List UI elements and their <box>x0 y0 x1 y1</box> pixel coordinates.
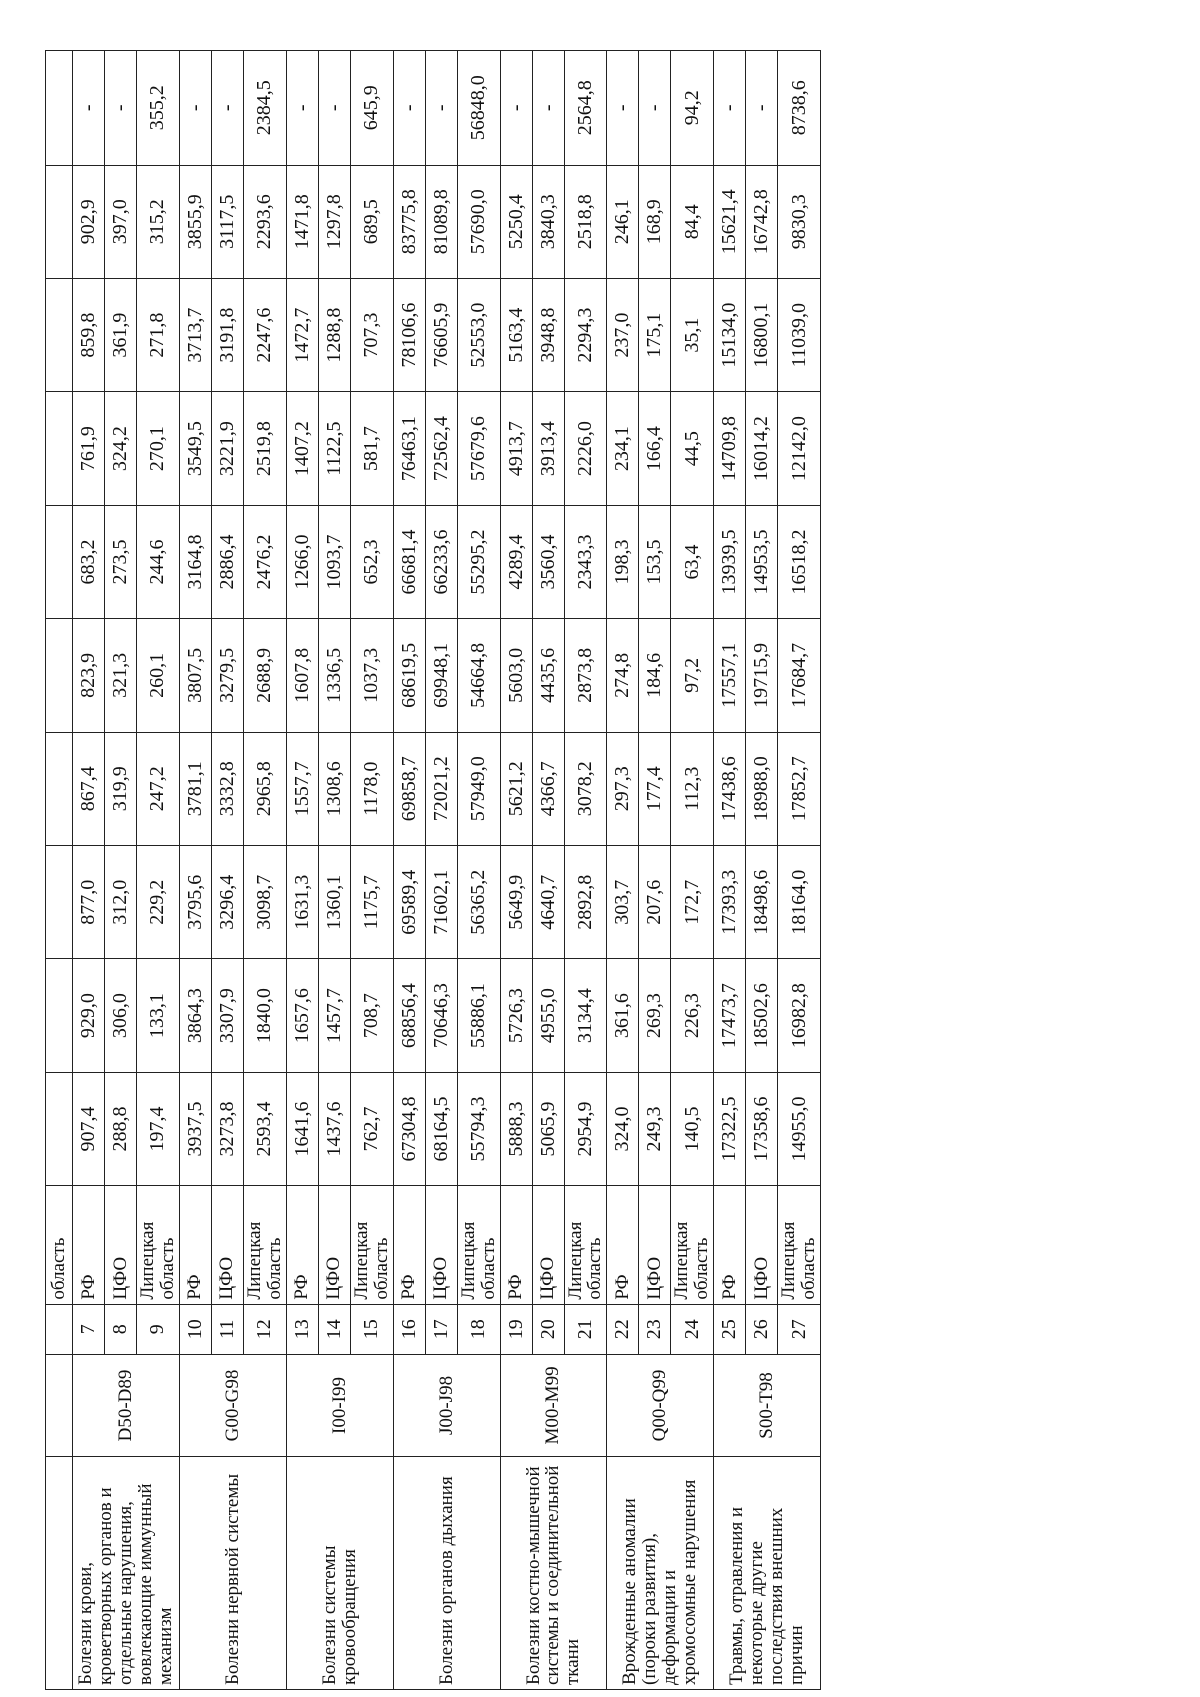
line-number: 26 <box>746 1304 778 1354</box>
value-cell: 3296,4 <box>211 845 243 958</box>
value-cell: 246,1 <box>607 165 639 278</box>
value-cell: 2688,9 <box>243 619 286 732</box>
value-cell: 867,4 <box>73 732 105 845</box>
value-cell: 56848,0 <box>457 51 500 166</box>
value-cell: 17393,3 <box>714 845 746 958</box>
line-number: 24 <box>671 1304 714 1354</box>
value-cell: 260,1 <box>137 619 180 732</box>
value-cell: 1297,8 <box>318 165 350 278</box>
value-cell: 57679,6 <box>457 392 500 505</box>
value-cell: 72562,4 <box>425 392 457 505</box>
line-number: 16 <box>393 1304 425 1354</box>
value-cell: 2892,8 <box>564 845 607 958</box>
rotated-table-page <box>45 50 1165 1690</box>
value-cell: - <box>73 51 105 166</box>
value-cell: 2293,6 <box>243 165 286 278</box>
value-cell: 312,0 <box>105 845 137 958</box>
region-name: Липецкая область <box>457 1186 500 1304</box>
value-cell: 271,8 <box>137 278 180 391</box>
header-cell-empty <box>46 165 73 278</box>
region-name: ЦФО <box>639 1186 671 1304</box>
value-cell: 269,3 <box>639 959 671 1072</box>
value-cell: 683,2 <box>73 505 105 618</box>
value-cell: - <box>286 51 318 166</box>
value-cell: 3117,5 <box>211 165 243 278</box>
value-cell: 2965,8 <box>243 732 286 845</box>
value-cell: 69858,7 <box>393 732 425 845</box>
value-cell: 198,3 <box>607 505 639 618</box>
table-row <box>393 51 425 1690</box>
value-cell: 652,3 <box>350 505 393 618</box>
value-cell: 707,3 <box>350 278 393 391</box>
value-cell: 324,0 <box>607 1072 639 1185</box>
value-cell: 4913,7 <box>500 392 532 505</box>
value-cell: 5603,0 <box>500 619 532 732</box>
region-name: РФ <box>500 1186 532 1304</box>
value-cell: - <box>393 51 425 166</box>
value-cell: 16800,1 <box>746 278 778 391</box>
value-cell: 5888,3 <box>500 1072 532 1185</box>
value-cell: 35,1 <box>671 278 714 391</box>
value-cell: 44,5 <box>671 392 714 505</box>
header-cell-empty <box>46 392 73 505</box>
header-cell-empty <box>46 51 73 166</box>
value-cell: 2954,9 <box>564 1072 607 1185</box>
value-cell: 81089,8 <box>425 165 457 278</box>
value-cell: 2476,2 <box>243 505 286 618</box>
value-cell: 3078,2 <box>564 732 607 845</box>
value-cell: 2247,6 <box>243 278 286 391</box>
disease-group-name: Травмы, отравления и некоторые другие последствия внешних причин <box>714 1457 821 1690</box>
icd-code: J00-J98 <box>393 1354 500 1456</box>
header-cell-empty <box>46 1354 73 1456</box>
value-cell: 3795,6 <box>179 845 211 958</box>
value-cell: 324,2 <box>105 392 137 505</box>
value-cell: 83775,8 <box>393 165 425 278</box>
value-cell: 3948,8 <box>532 278 564 391</box>
region-name: ЦФО <box>211 1186 243 1304</box>
value-cell: 1641,6 <box>286 1072 318 1185</box>
value-cell: 78106,6 <box>393 278 425 391</box>
value-cell: 184,6 <box>639 619 671 732</box>
value-cell: 3807,5 <box>179 619 211 732</box>
value-cell: 16982,8 <box>778 959 821 1072</box>
value-cell: 172,7 <box>671 845 714 958</box>
value-cell: 229,2 <box>137 845 180 958</box>
value-cell: 2226,0 <box>564 392 607 505</box>
line-number: 10 <box>179 1304 211 1354</box>
disease-group-name: Болезни нервной системы <box>179 1457 286 1690</box>
value-cell: 3307,9 <box>211 959 243 1072</box>
value-cell: 3713,7 <box>179 278 211 391</box>
line-number: 13 <box>286 1304 318 1354</box>
value-cell: 581,7 <box>350 392 393 505</box>
value-cell: 17852,7 <box>778 732 821 845</box>
region-name: ЦФО <box>746 1186 778 1304</box>
value-cell: 197,4 <box>137 1072 180 1185</box>
line-number: 23 <box>639 1304 671 1354</box>
value-cell: - <box>179 51 211 166</box>
disease-group-name: Болезни системы кровообращения <box>286 1457 393 1690</box>
value-cell: 3840,3 <box>532 165 564 278</box>
value-cell: 63,4 <box>671 505 714 618</box>
value-cell: 244,6 <box>137 505 180 618</box>
value-cell: 3134,4 <box>564 959 607 1072</box>
value-cell: 11039,0 <box>778 278 821 391</box>
region-name: РФ <box>73 1186 105 1304</box>
value-cell: 4640,7 <box>532 845 564 958</box>
value-cell: 823,9 <box>73 619 105 732</box>
value-cell: 2518,8 <box>564 165 607 278</box>
value-cell: 2384,5 <box>243 51 286 166</box>
value-cell: 2886,4 <box>211 505 243 618</box>
value-cell: 54664,8 <box>457 619 500 732</box>
value-cell: 68856,4 <box>393 959 425 1072</box>
value-cell: 68164,5 <box>425 1072 457 1185</box>
icd-code: I00-I99 <box>286 1354 393 1456</box>
value-cell: 226,3 <box>671 959 714 1072</box>
value-cell: 859,8 <box>73 278 105 391</box>
value-cell: 9830,3 <box>778 165 821 278</box>
value-cell: 902,9 <box>73 165 105 278</box>
line-number: 8 <box>105 1304 137 1354</box>
value-cell: 133,1 <box>137 959 180 1072</box>
value-cell: 237,0 <box>607 278 639 391</box>
table-row <box>607 51 639 1690</box>
region-name: ЦФО <box>532 1186 564 1304</box>
line-number: 17 <box>425 1304 457 1354</box>
value-cell: - <box>105 51 137 166</box>
region-name: Липецкая область <box>350 1186 393 1304</box>
value-cell: 18164,0 <box>778 845 821 958</box>
table-row <box>714 51 746 1690</box>
value-cell: 18988,0 <box>746 732 778 845</box>
value-cell: 168,9 <box>639 165 671 278</box>
header-region-label: область <box>46 1186 73 1304</box>
value-cell: 877,0 <box>73 845 105 958</box>
value-cell: 761,9 <box>73 392 105 505</box>
region-name: ЦФО <box>105 1186 137 1304</box>
value-cell: 17557,1 <box>714 619 746 732</box>
table-row <box>500 51 532 1690</box>
value-cell: 3191,8 <box>211 278 243 391</box>
value-cell: 297,3 <box>607 732 639 845</box>
value-cell: 12142,0 <box>778 392 821 505</box>
value-cell: 4955,0 <box>532 959 564 1072</box>
value-cell: 689,5 <box>350 165 393 278</box>
value-cell: 2873,8 <box>564 619 607 732</box>
line-number: 11 <box>211 1304 243 1354</box>
header-cell-empty <box>46 732 73 845</box>
value-cell: 762,7 <box>350 1072 393 1185</box>
value-cell: 4435,6 <box>532 619 564 732</box>
value-cell: 14953,5 <box>746 505 778 618</box>
disease-group-name: Болезни крови, кроветворных органов и отдельные нарушения, вовлекающие иммунный механизм <box>73 1457 180 1690</box>
region-name: Липецкая область <box>243 1186 286 1304</box>
icd-code: G00-G98 <box>179 1354 286 1456</box>
value-cell: 69589,4 <box>393 845 425 958</box>
value-cell: 15621,4 <box>714 165 746 278</box>
value-cell: - <box>714 51 746 166</box>
value-cell: 708,7 <box>350 959 393 1072</box>
value-cell: 249,3 <box>639 1072 671 1185</box>
value-cell: 2593,4 <box>243 1072 286 1185</box>
value-cell: 166,4 <box>639 392 671 505</box>
value-cell: 3560,4 <box>532 505 564 618</box>
value-cell: 175,1 <box>639 278 671 391</box>
value-cell: 1288,8 <box>318 278 350 391</box>
region-name: ЦФО <box>425 1186 457 1304</box>
value-cell: 2294,3 <box>564 278 607 391</box>
value-cell: 1407,2 <box>286 392 318 505</box>
header-cell-empty <box>46 505 73 618</box>
table-row <box>73 51 105 1690</box>
region-name: РФ <box>607 1186 639 1304</box>
table-header-row <box>46 51 73 1690</box>
header-cell-empty <box>46 1304 73 1354</box>
value-cell: 1093,7 <box>318 505 350 618</box>
value-cell: 57690,0 <box>457 165 500 278</box>
value-cell: 1557,7 <box>286 732 318 845</box>
value-cell: 303,7 <box>607 845 639 958</box>
header-cell-empty <box>46 1072 73 1185</box>
value-cell: 140,5 <box>671 1072 714 1185</box>
icd-code: D50-D89 <box>73 1354 180 1456</box>
value-cell: 94,2 <box>671 51 714 166</box>
value-cell: 234,1 <box>607 392 639 505</box>
line-number: 21 <box>564 1304 607 1354</box>
disease-group-name: Врожденные аномалии (пороки развития), деформации и хромосомные нарушения <box>607 1457 714 1690</box>
region-name: РФ <box>393 1186 425 1304</box>
icd-code: Q00-Q99 <box>607 1354 714 1456</box>
value-cell: 4289,4 <box>500 505 532 618</box>
disease-group-name: Болезни костно-мышечной системы и соединительной ткани <box>500 1457 607 1690</box>
disease-group-name: Болезни органов дыхания <box>393 1457 500 1690</box>
value-cell: 1472,7 <box>286 278 318 391</box>
region-name: Липецкая область <box>778 1186 821 1304</box>
value-cell: 17438,6 <box>714 732 746 845</box>
value-cell: 55295,2 <box>457 505 500 618</box>
value-cell: 52553,0 <box>457 278 500 391</box>
line-number: 7 <box>73 1304 105 1354</box>
value-cell: 1657,6 <box>286 959 318 1072</box>
value-cell: 17322,5 <box>714 1072 746 1185</box>
value-cell: 3864,3 <box>179 959 211 1072</box>
value-cell: 5250,4 <box>500 165 532 278</box>
table-row <box>286 51 318 1690</box>
line-number: 22 <box>607 1304 639 1354</box>
value-cell: 17684,7 <box>778 619 821 732</box>
line-number: 25 <box>714 1304 746 1354</box>
value-cell: 3221,9 <box>211 392 243 505</box>
header-cell-empty <box>46 845 73 958</box>
value-cell: 907,4 <box>73 1072 105 1185</box>
value-cell: 207,6 <box>639 845 671 958</box>
value-cell: 177,4 <box>639 732 671 845</box>
region-name: Липецкая область <box>671 1186 714 1304</box>
value-cell: 15134,0 <box>714 278 746 391</box>
value-cell: 274,8 <box>607 619 639 732</box>
value-cell: 66233,6 <box>425 505 457 618</box>
value-cell: 397,0 <box>105 165 137 278</box>
value-cell: - <box>639 51 671 166</box>
value-cell: 72021,2 <box>425 732 457 845</box>
statistics-table <box>45 50 821 1690</box>
value-cell: 1471,8 <box>286 165 318 278</box>
value-cell: 1178,0 <box>350 732 393 845</box>
icd-code: M00-M99 <box>500 1354 607 1456</box>
value-cell: 55886,1 <box>457 959 500 1072</box>
value-cell: 5163,4 <box>500 278 532 391</box>
value-cell: - <box>318 51 350 166</box>
value-cell: 645,9 <box>350 51 393 166</box>
value-cell: 1037,3 <box>350 619 393 732</box>
value-cell: 361,6 <box>607 959 639 1072</box>
value-cell: 1266,0 <box>286 505 318 618</box>
header-cell-empty <box>46 619 73 732</box>
value-cell: 17473,7 <box>714 959 746 1072</box>
header-cell-empty <box>46 278 73 391</box>
value-cell: 1840,0 <box>243 959 286 1072</box>
value-cell: 84,4 <box>671 165 714 278</box>
value-cell: - <box>746 51 778 166</box>
value-cell: 306,0 <box>105 959 137 1072</box>
value-cell: 5065,9 <box>532 1072 564 1185</box>
value-cell: - <box>211 51 243 166</box>
value-cell: - <box>425 51 457 166</box>
value-cell: 70646,3 <box>425 959 457 1072</box>
value-cell: 1175,7 <box>350 845 393 958</box>
value-cell: 361,9 <box>105 278 137 391</box>
value-cell: 17358,6 <box>746 1072 778 1185</box>
region-name: РФ <box>714 1186 746 1304</box>
value-cell: 19715,9 <box>746 619 778 732</box>
value-cell: 3855,9 <box>179 165 211 278</box>
value-cell: 3332,8 <box>211 732 243 845</box>
value-cell: 1607,8 <box>286 619 318 732</box>
value-cell: 8738,6 <box>778 51 821 166</box>
icd-code: S00-T98 <box>714 1354 821 1456</box>
value-cell: 1336,5 <box>318 619 350 732</box>
value-cell: - <box>500 51 532 166</box>
value-cell: - <box>607 51 639 166</box>
region-name: РФ <box>286 1186 318 1304</box>
value-cell: 1360,1 <box>318 845 350 958</box>
value-cell: 3164,8 <box>179 505 211 618</box>
line-number: 9 <box>137 1304 180 1354</box>
value-cell: 3549,5 <box>179 392 211 505</box>
value-cell: 5726,3 <box>500 959 532 1072</box>
value-cell: 76605,9 <box>425 278 457 391</box>
value-cell: 355,2 <box>137 51 180 166</box>
header-cell-empty <box>46 1457 73 1690</box>
value-cell: 16518,2 <box>778 505 821 618</box>
value-cell: 55794,3 <box>457 1072 500 1185</box>
value-cell: 315,2 <box>137 165 180 278</box>
value-cell: 3273,8 <box>211 1072 243 1185</box>
value-cell: 18498,6 <box>746 845 778 958</box>
value-cell: 247,2 <box>137 732 180 845</box>
value-cell: 3781,1 <box>179 732 211 845</box>
line-number: 14 <box>318 1304 350 1354</box>
value-cell: 66681,4 <box>393 505 425 618</box>
value-cell: 4366,7 <box>532 732 564 845</box>
value-cell: 3098,7 <box>243 845 286 958</box>
value-cell: 1122,5 <box>318 392 350 505</box>
value-cell: 56365,2 <box>457 845 500 958</box>
value-cell: 14709,8 <box>714 392 746 505</box>
region-name: Липецкая область <box>564 1186 607 1304</box>
value-cell: 1437,6 <box>318 1072 350 1185</box>
region-name: ЦФО <box>318 1186 350 1304</box>
value-cell: 3913,4 <box>532 392 564 505</box>
line-number: 20 <box>532 1304 564 1354</box>
value-cell: 67304,8 <box>393 1072 425 1185</box>
value-cell: 16742,8 <box>746 165 778 278</box>
value-cell: 18502,6 <box>746 959 778 1072</box>
value-cell: 1457,7 <box>318 959 350 1072</box>
region-name: РФ <box>179 1186 211 1304</box>
line-number: 12 <box>243 1304 286 1354</box>
value-cell: 57949,0 <box>457 732 500 845</box>
value-cell: 2343,3 <box>564 505 607 618</box>
value-cell: 321,3 <box>105 619 137 732</box>
table-row <box>179 51 211 1690</box>
value-cell: 68619,5 <box>393 619 425 732</box>
value-cell: 2519,8 <box>243 392 286 505</box>
header-cell-empty <box>46 959 73 1072</box>
value-cell: 1308,6 <box>318 732 350 845</box>
value-cell: - <box>532 51 564 166</box>
value-cell: 929,0 <box>73 959 105 1072</box>
value-cell: 5621,2 <box>500 732 532 845</box>
value-cell: 14955,0 <box>778 1072 821 1185</box>
line-number: 27 <box>778 1304 821 1354</box>
line-number: 18 <box>457 1304 500 1354</box>
value-cell: 13939,5 <box>714 505 746 618</box>
value-cell: 273,5 <box>105 505 137 618</box>
value-cell: 3279,5 <box>211 619 243 732</box>
region-name: Липецкая область <box>137 1186 180 1304</box>
value-cell: 112,3 <box>671 732 714 845</box>
value-cell: 69948,1 <box>425 619 457 732</box>
line-number: 19 <box>500 1304 532 1354</box>
value-cell: 1631,3 <box>286 845 318 958</box>
value-cell: 2564,8 <box>564 51 607 166</box>
value-cell: 319,9 <box>105 732 137 845</box>
value-cell: 270,1 <box>137 392 180 505</box>
value-cell: 16014,2 <box>746 392 778 505</box>
value-cell: 3937,5 <box>179 1072 211 1185</box>
value-cell: 288,8 <box>105 1072 137 1185</box>
value-cell: 71602,1 <box>425 845 457 958</box>
value-cell: 76463,1 <box>393 392 425 505</box>
value-cell: 97,2 <box>671 619 714 732</box>
line-number: 15 <box>350 1304 393 1354</box>
value-cell: 153,5 <box>639 505 671 618</box>
value-cell: 5649,9 <box>500 845 532 958</box>
